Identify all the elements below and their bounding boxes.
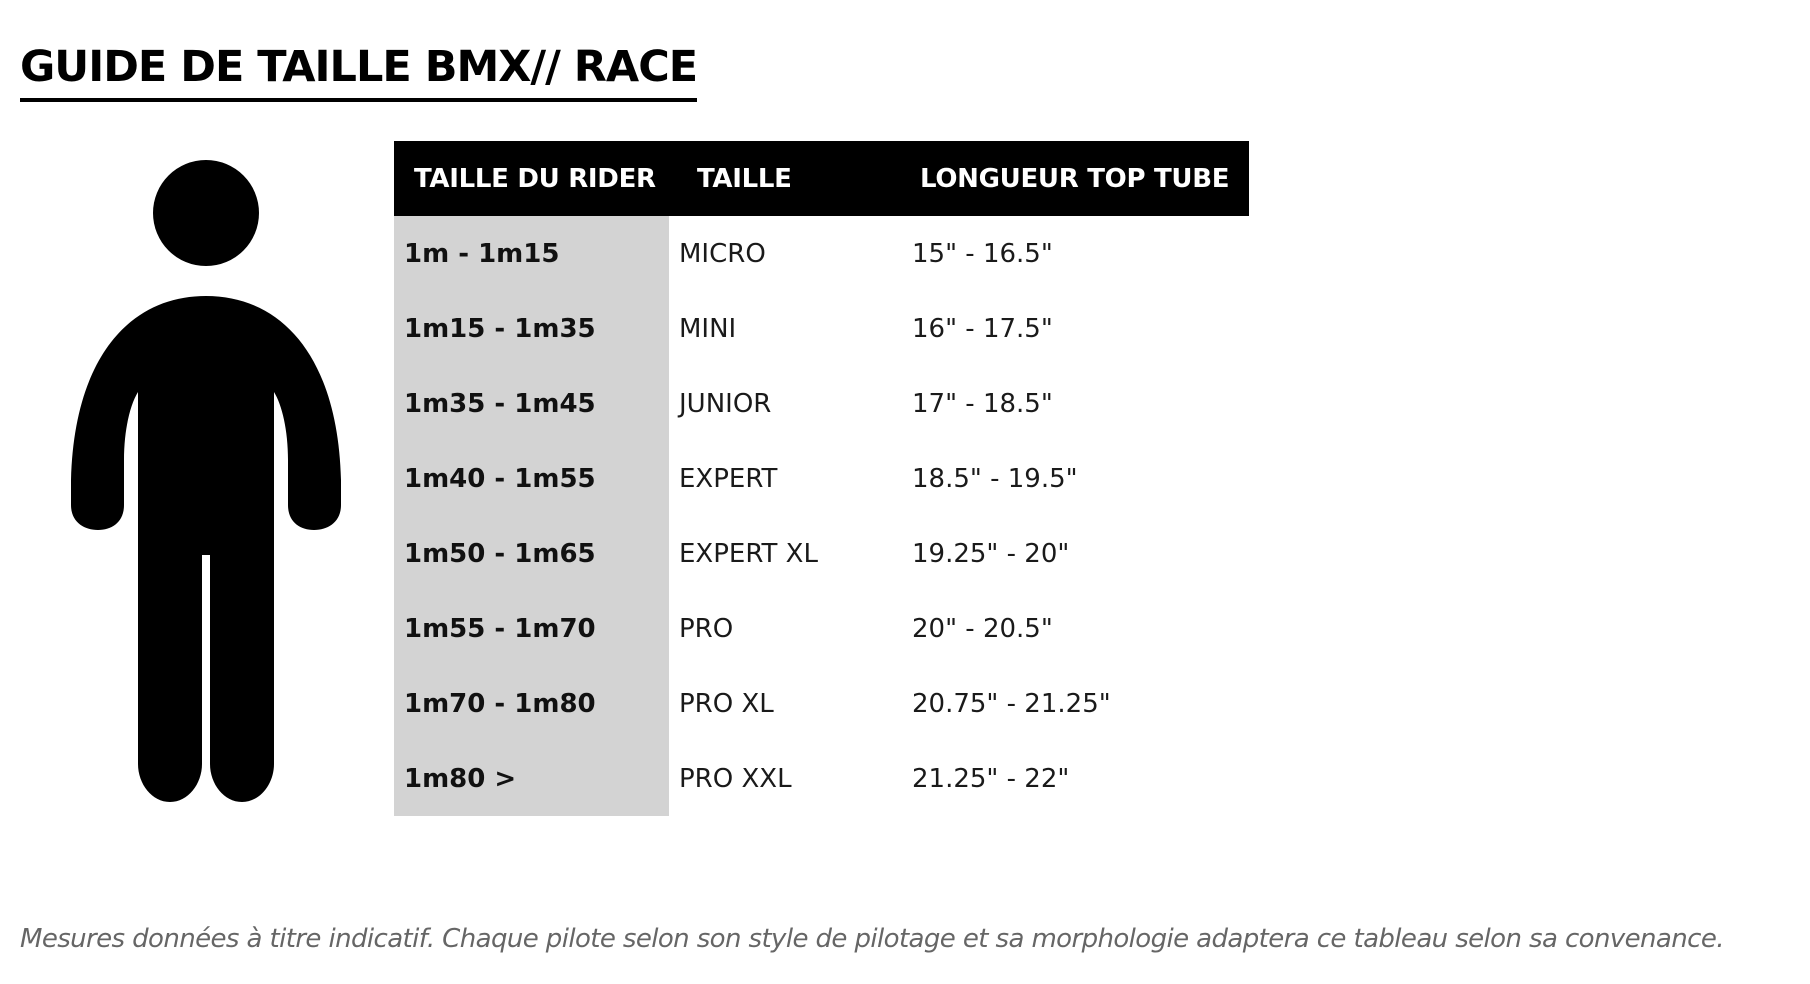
cell-size: PRO XXL (679, 763, 792, 794)
cell-rider-size: 1m70 - 1m80 (394, 666, 669, 741)
header-size: TAILLE (669, 141, 912, 216)
cell-size: PRO XL (679, 688, 774, 719)
cell-rider-size: 1m - 1m15 (394, 216, 669, 291)
table-row (394, 591, 1249, 666)
table-row (394, 216, 1249, 291)
table-row (394, 441, 1249, 516)
cell-top-tube: 16" - 17.5" (912, 313, 1053, 344)
cell-size: EXPERT (679, 463, 778, 494)
cell-size: MICRO (679, 238, 766, 269)
header-top-tube-length: LONGUEUR TOP TUBE (912, 141, 1249, 216)
table-header-row (394, 141, 1249, 216)
cell-top-tube: 18.5" - 19.5" (912, 463, 1078, 494)
disclaimer-footnote: Mesures données à titre indicatif. Chaque pilote selon son style de pilotage et sa morphologie adaptera ce tableau selon sa convenance. (20, 924, 1724, 954)
header-rider-size: TAILLE DU RIDER (394, 141, 669, 216)
size-table (394, 141, 1249, 816)
cell-top-tube: 19.25" - 20" (912, 538, 1070, 569)
cell-top-tube: 20" - 20.5" (912, 613, 1053, 644)
cell-top-tube: 15" - 16.5" (912, 238, 1053, 269)
table-row (394, 366, 1249, 441)
table-row (394, 291, 1249, 366)
cell-size: MINI (679, 313, 737, 344)
cell-rider-size: 1m50 - 1m65 (394, 516, 669, 591)
cell-size: EXPERT XL (679, 538, 818, 569)
figure-body (71, 296, 341, 802)
cell-size: JUNIOR (679, 388, 772, 419)
table-row (394, 516, 1249, 591)
cell-top-tube: 20.75" - 21.25" (912, 688, 1111, 719)
page-title (20, 38, 697, 102)
title-main: GUIDE DE TAILLE BMX (20, 42, 531, 92)
table-row (394, 741, 1249, 816)
person-silhouette-icon (68, 160, 344, 806)
cell-rider-size: 1m55 - 1m70 (394, 591, 669, 666)
cell-rider-size: 1m15 - 1m35 (394, 291, 669, 366)
table-row (394, 666, 1249, 741)
cell-rider-size: 1m40 - 1m55 (394, 441, 669, 516)
cell-size: PRO (679, 613, 734, 644)
cell-top-tube: 21.25" - 22" (912, 763, 1070, 794)
cell-rider-size: 1m80 > (394, 741, 669, 816)
cell-top-tube: 17" - 18.5" (912, 388, 1053, 419)
title-suffix: // RACE (530, 42, 698, 92)
cell-rider-size: 1m35 - 1m45 (394, 366, 669, 441)
figure-head (153, 160, 259, 266)
